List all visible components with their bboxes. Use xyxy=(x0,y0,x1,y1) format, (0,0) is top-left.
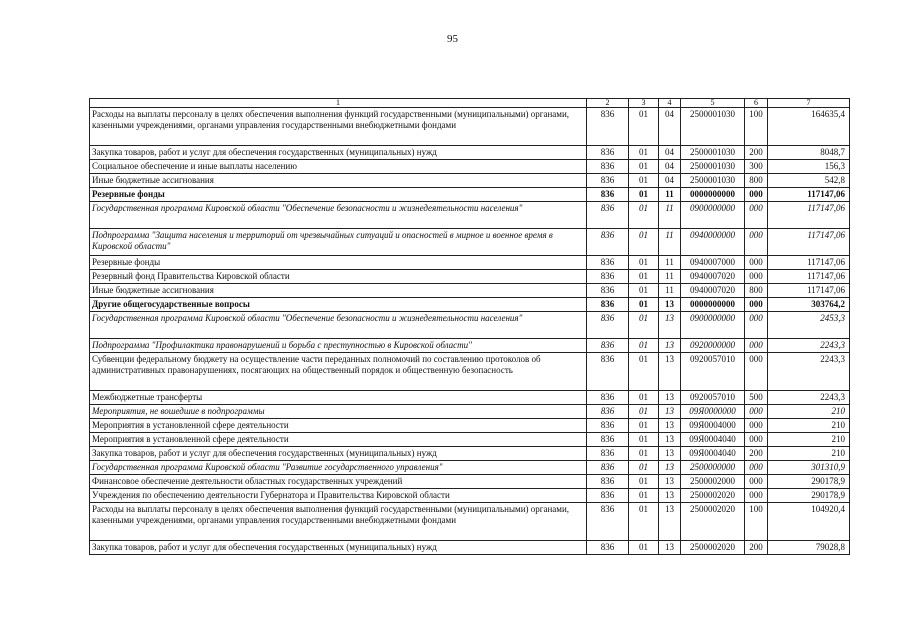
expense-type-cell: 200 xyxy=(745,447,768,461)
name-cell: Государственная программа Кировской области "Обеспечение безопасности и жизнедеятельности населения" xyxy=(90,312,587,339)
grbs-cell: 836 xyxy=(587,541,629,555)
table-row xyxy=(90,202,850,229)
subsection-cell: 13 xyxy=(659,391,681,405)
amount-cell: 104920,4 xyxy=(768,503,850,541)
subsection-cell: 13 xyxy=(659,353,681,391)
subsection-cell: 11 xyxy=(659,284,681,298)
subsection-cell: 13 xyxy=(659,447,681,461)
grbs-cell: 836 xyxy=(587,405,629,419)
target-article-cell: 0940007020 xyxy=(681,284,745,298)
table-row xyxy=(90,284,850,298)
section-cell: 01 xyxy=(629,475,659,489)
section-cell: 01 xyxy=(629,270,659,284)
expense-type-cell: 800 xyxy=(745,174,768,188)
name-cell: Резервный фонд Правительства Кировской области xyxy=(90,270,587,284)
grbs-cell: 836 xyxy=(587,229,629,256)
table-row xyxy=(90,353,850,391)
section-cell: 01 xyxy=(629,503,659,541)
header-cell: 5 xyxy=(681,99,745,108)
name-cell: Закупка товаров, работ и услуг для обеспечения государственных (муниципальных) нужд xyxy=(90,541,587,555)
grbs-cell: 836 xyxy=(587,188,629,202)
expense-type-cell: 000 xyxy=(745,202,768,229)
table-row xyxy=(90,489,850,503)
subsection-cell: 04 xyxy=(659,174,681,188)
section-cell: 01 xyxy=(629,339,659,353)
amount-cell: 2453,3 xyxy=(768,312,850,339)
name-cell: Субвенции федеральному бюджету на осуществление части переданных полномочий по составлению протоколов об административных правонарушениях, посягающих на общественный порядок и общественную безопасность xyxy=(90,353,587,391)
subsection-cell: 11 xyxy=(659,202,681,229)
table-row xyxy=(90,146,850,160)
amount-cell: 117147,06 xyxy=(768,202,850,229)
name-cell: Иные бюджетные ассигнования xyxy=(90,174,587,188)
expense-type-cell: 100 xyxy=(745,108,768,146)
subsection-cell: 13 xyxy=(659,433,681,447)
expense-type-cell: 000 xyxy=(745,461,768,475)
table-row xyxy=(90,339,850,353)
subsection-cell: 04 xyxy=(659,146,681,160)
section-cell: 01 xyxy=(629,541,659,555)
subsection-cell: 13 xyxy=(659,475,681,489)
header-cell: 3 xyxy=(629,99,659,108)
grbs-cell: 836 xyxy=(587,256,629,270)
amount-cell: 164635,4 xyxy=(768,108,850,146)
subsection-cell: 11 xyxy=(659,229,681,256)
section-cell: 01 xyxy=(629,391,659,405)
section-cell: 01 xyxy=(629,461,659,475)
subsection-cell: 13 xyxy=(659,503,681,541)
target-article-cell: 2500001030 xyxy=(681,174,745,188)
expense-type-cell: 000 xyxy=(745,433,768,447)
section-cell: 01 xyxy=(629,188,659,202)
target-article-cell: 2500002020 xyxy=(681,541,745,555)
target-article-cell: 0900000000 xyxy=(681,312,745,339)
target-article-cell: 2500002020 xyxy=(681,503,745,541)
grbs-cell: 836 xyxy=(587,353,629,391)
header-cell: 6 xyxy=(745,99,768,108)
target-article-cell: 0920057010 xyxy=(681,353,745,391)
target-article-cell: 2500000000 xyxy=(681,461,745,475)
name-cell: Учреждения по обеспечению деятельности Губернатора и Правительства Кировской области xyxy=(90,489,587,503)
name-cell: Государственная программа Кировской области "Развитие государственного управления" xyxy=(90,461,587,475)
name-cell: Другие общегосударственные вопросы xyxy=(90,298,587,312)
target-article-cell: 0940007000 xyxy=(681,256,745,270)
amount-cell: 303764,2 xyxy=(768,298,850,312)
table-row xyxy=(90,298,850,312)
amount-cell: 8048,7 xyxy=(768,146,850,160)
section-cell: 01 xyxy=(629,489,659,503)
header-cell: 4 xyxy=(659,99,681,108)
amount-cell: 117147,06 xyxy=(768,270,850,284)
subsection-cell: 13 xyxy=(659,298,681,312)
subsection-cell: 11 xyxy=(659,188,681,202)
grbs-cell: 836 xyxy=(587,284,629,298)
target-article-cell: 2500002020 xyxy=(681,489,745,503)
subsection-cell: 11 xyxy=(659,256,681,270)
section-cell: 01 xyxy=(629,108,659,146)
amount-cell: 2243,3 xyxy=(768,391,850,405)
section-cell: 01 xyxy=(629,419,659,433)
grbs-cell: 836 xyxy=(587,108,629,146)
target-article-cell: 09Я0004040 xyxy=(681,433,745,447)
subsection-cell: 13 xyxy=(659,405,681,419)
grbs-cell: 836 xyxy=(587,475,629,489)
table-row xyxy=(90,433,850,447)
grbs-cell: 836 xyxy=(587,160,629,174)
name-cell: Резервные фонды xyxy=(90,188,587,202)
name-cell: Иные бюджетные ассигнования xyxy=(90,284,587,298)
subsection-cell: 13 xyxy=(659,312,681,339)
table-row xyxy=(90,475,850,489)
amount-cell: 210 xyxy=(768,433,850,447)
section-cell: 01 xyxy=(629,298,659,312)
grbs-cell: 836 xyxy=(587,270,629,284)
expense-type-cell: 000 xyxy=(745,298,768,312)
amount-cell: 290178,9 xyxy=(768,489,850,503)
subsection-cell: 04 xyxy=(659,160,681,174)
name-cell: Мероприятия, не вошедшие в подпрограммы xyxy=(90,405,587,419)
expense-type-cell: 800 xyxy=(745,284,768,298)
amount-cell: 290178,9 xyxy=(768,475,850,489)
target-article-cell: 09Я0004000 xyxy=(681,419,745,433)
section-cell: 01 xyxy=(629,256,659,270)
expense-type-cell: 000 xyxy=(745,339,768,353)
table-row xyxy=(90,312,850,339)
table-row xyxy=(90,256,850,270)
table-row xyxy=(90,188,850,202)
table-row xyxy=(90,108,850,146)
grbs-cell: 836 xyxy=(587,503,629,541)
grbs-cell: 836 xyxy=(587,433,629,447)
target-article-cell: 0900000000 xyxy=(681,202,745,229)
table-row xyxy=(90,419,850,433)
subsection-cell: 13 xyxy=(659,489,681,503)
table-row xyxy=(90,541,850,555)
grbs-cell: 836 xyxy=(587,391,629,405)
target-article-cell: 0940000000 xyxy=(681,229,745,256)
target-article-cell: 0000000000 xyxy=(681,188,745,202)
amount-cell: 542,8 xyxy=(768,174,850,188)
header-row xyxy=(90,99,850,108)
table-row xyxy=(90,229,850,256)
section-cell: 01 xyxy=(629,447,659,461)
name-cell: Мероприятия в установленной сфере деятельности xyxy=(90,433,587,447)
table-row xyxy=(90,503,850,541)
section-cell: 01 xyxy=(629,353,659,391)
amount-cell: 210 xyxy=(768,419,850,433)
name-cell: Закупка товаров, работ и услуг для обеспечения государственных (муниципальных) нужд xyxy=(90,146,587,160)
target-article-cell: 2500001030 xyxy=(681,160,745,174)
table-row xyxy=(90,405,850,419)
expense-type-cell: 000 xyxy=(745,405,768,419)
name-cell: Подпрограмма "Профилактика правонарушений и борьба с преступностью в Кировской области" xyxy=(90,339,587,353)
grbs-cell: 836 xyxy=(587,489,629,503)
table-row xyxy=(90,447,850,461)
subsection-cell: 13 xyxy=(659,339,681,353)
expense-type-cell: 500 xyxy=(745,391,768,405)
amount-cell: 2243,3 xyxy=(768,353,850,391)
header-cell: 1 xyxy=(90,99,587,108)
header-cell: 7 xyxy=(768,99,850,108)
name-cell: Расходы на выплаты персоналу в целях обеспечения выполнения функций государственными (муниципальными) органами, казенными учреждениями, органами управления государственными внебюджетными фондами xyxy=(90,503,587,541)
expense-type-cell: 000 xyxy=(745,270,768,284)
amount-cell: 117147,06 xyxy=(768,256,850,270)
amount-cell: 210 xyxy=(768,405,850,419)
grbs-cell: 836 xyxy=(587,447,629,461)
table-row xyxy=(90,270,850,284)
amount-cell: 2243,3 xyxy=(768,339,850,353)
grbs-cell: 836 xyxy=(587,461,629,475)
expense-type-cell: 000 xyxy=(745,353,768,391)
section-cell: 01 xyxy=(629,284,659,298)
expense-type-cell: 000 xyxy=(745,256,768,270)
expense-type-cell: 000 xyxy=(745,419,768,433)
expense-type-cell: 000 xyxy=(745,475,768,489)
section-cell: 01 xyxy=(629,433,659,447)
expense-type-cell: 000 xyxy=(745,188,768,202)
amount-cell: 117147,06 xyxy=(768,284,850,298)
header-cell: 2 xyxy=(587,99,629,108)
page-number: 95 xyxy=(447,33,458,45)
name-cell: Финансовое обеспечение деятельности областных государственных учреждений xyxy=(90,475,587,489)
name-cell: Закупка товаров, работ и услуг для обеспечения государственных (муниципальных) нужд xyxy=(90,447,587,461)
target-article-cell: 2500002000 xyxy=(681,475,745,489)
target-article-cell: 2500001030 xyxy=(681,146,745,160)
name-cell: Расходы на выплаты персоналу в целях обеспечения выполнения функций государственными (муниципальными) органами, казенными учреждениями, органами управления государственными внебюджетными фондами xyxy=(90,108,587,146)
target-article-cell: 0920057010 xyxy=(681,391,745,405)
subsection-cell: 13 xyxy=(659,419,681,433)
subsection-cell: 11 xyxy=(659,270,681,284)
grbs-cell: 836 xyxy=(587,202,629,229)
section-cell: 01 xyxy=(629,312,659,339)
name-cell: Социальное обеспечение и иные выплаты населению xyxy=(90,160,587,174)
grbs-cell: 836 xyxy=(587,298,629,312)
section-cell: 01 xyxy=(629,146,659,160)
grbs-cell: 836 xyxy=(587,339,629,353)
expense-type-cell: 000 xyxy=(745,489,768,503)
target-article-cell: 0940007020 xyxy=(681,270,745,284)
amount-cell: 79028,8 xyxy=(768,541,850,555)
amount-cell: 156,3 xyxy=(768,160,850,174)
grbs-cell: 836 xyxy=(587,312,629,339)
section-cell: 01 xyxy=(629,229,659,256)
subsection-cell: 04 xyxy=(659,108,681,146)
table-row xyxy=(90,160,850,174)
target-article-cell: 2500001030 xyxy=(681,108,745,146)
amount-cell: 117147,06 xyxy=(768,229,850,256)
section-cell: 01 xyxy=(629,174,659,188)
name-cell: Подпрограмма "Защита населения и территорий от чрезвычайных ситуаций и опасностей в мирное и военное время в Кировской области" xyxy=(90,229,587,256)
name-cell: Межбюджетные трансферты xyxy=(90,391,587,405)
section-cell: 01 xyxy=(629,405,659,419)
amount-cell: 210 xyxy=(768,447,850,461)
amount-cell: 301310,9 xyxy=(768,461,850,475)
target-article-cell: 09Я0004040 xyxy=(681,447,745,461)
grbs-cell: 836 xyxy=(587,174,629,188)
section-cell: 01 xyxy=(629,160,659,174)
section-cell: 01 xyxy=(629,202,659,229)
grbs-cell: 836 xyxy=(587,146,629,160)
name-cell: Государственная программа Кировской области "Обеспечение безопасности и жизнедеятельности населения" xyxy=(90,202,587,229)
target-article-cell: 0920000000 xyxy=(681,339,745,353)
expense-type-cell: 200 xyxy=(745,146,768,160)
table-row xyxy=(90,391,850,405)
expense-type-cell: 000 xyxy=(745,229,768,256)
target-article-cell: 0000000000 xyxy=(681,298,745,312)
grbs-cell: 836 xyxy=(587,419,629,433)
target-article-cell: 09Я0000000 xyxy=(681,405,745,419)
expense-type-cell: 000 xyxy=(745,312,768,339)
table-row xyxy=(90,461,850,475)
name-cell: Резервные фонды xyxy=(90,256,587,270)
expense-type-cell: 100 xyxy=(745,503,768,541)
expense-type-cell: 200 xyxy=(745,541,768,555)
subsection-cell: 13 xyxy=(659,541,681,555)
amount-cell: 117147,06 xyxy=(768,188,850,202)
table-row xyxy=(90,174,850,188)
budget-table xyxy=(89,98,850,555)
name-cell: Мероприятия в установленной сфере деятельности xyxy=(90,419,587,433)
expense-type-cell: 300 xyxy=(745,160,768,174)
subsection-cell: 13 xyxy=(659,461,681,475)
